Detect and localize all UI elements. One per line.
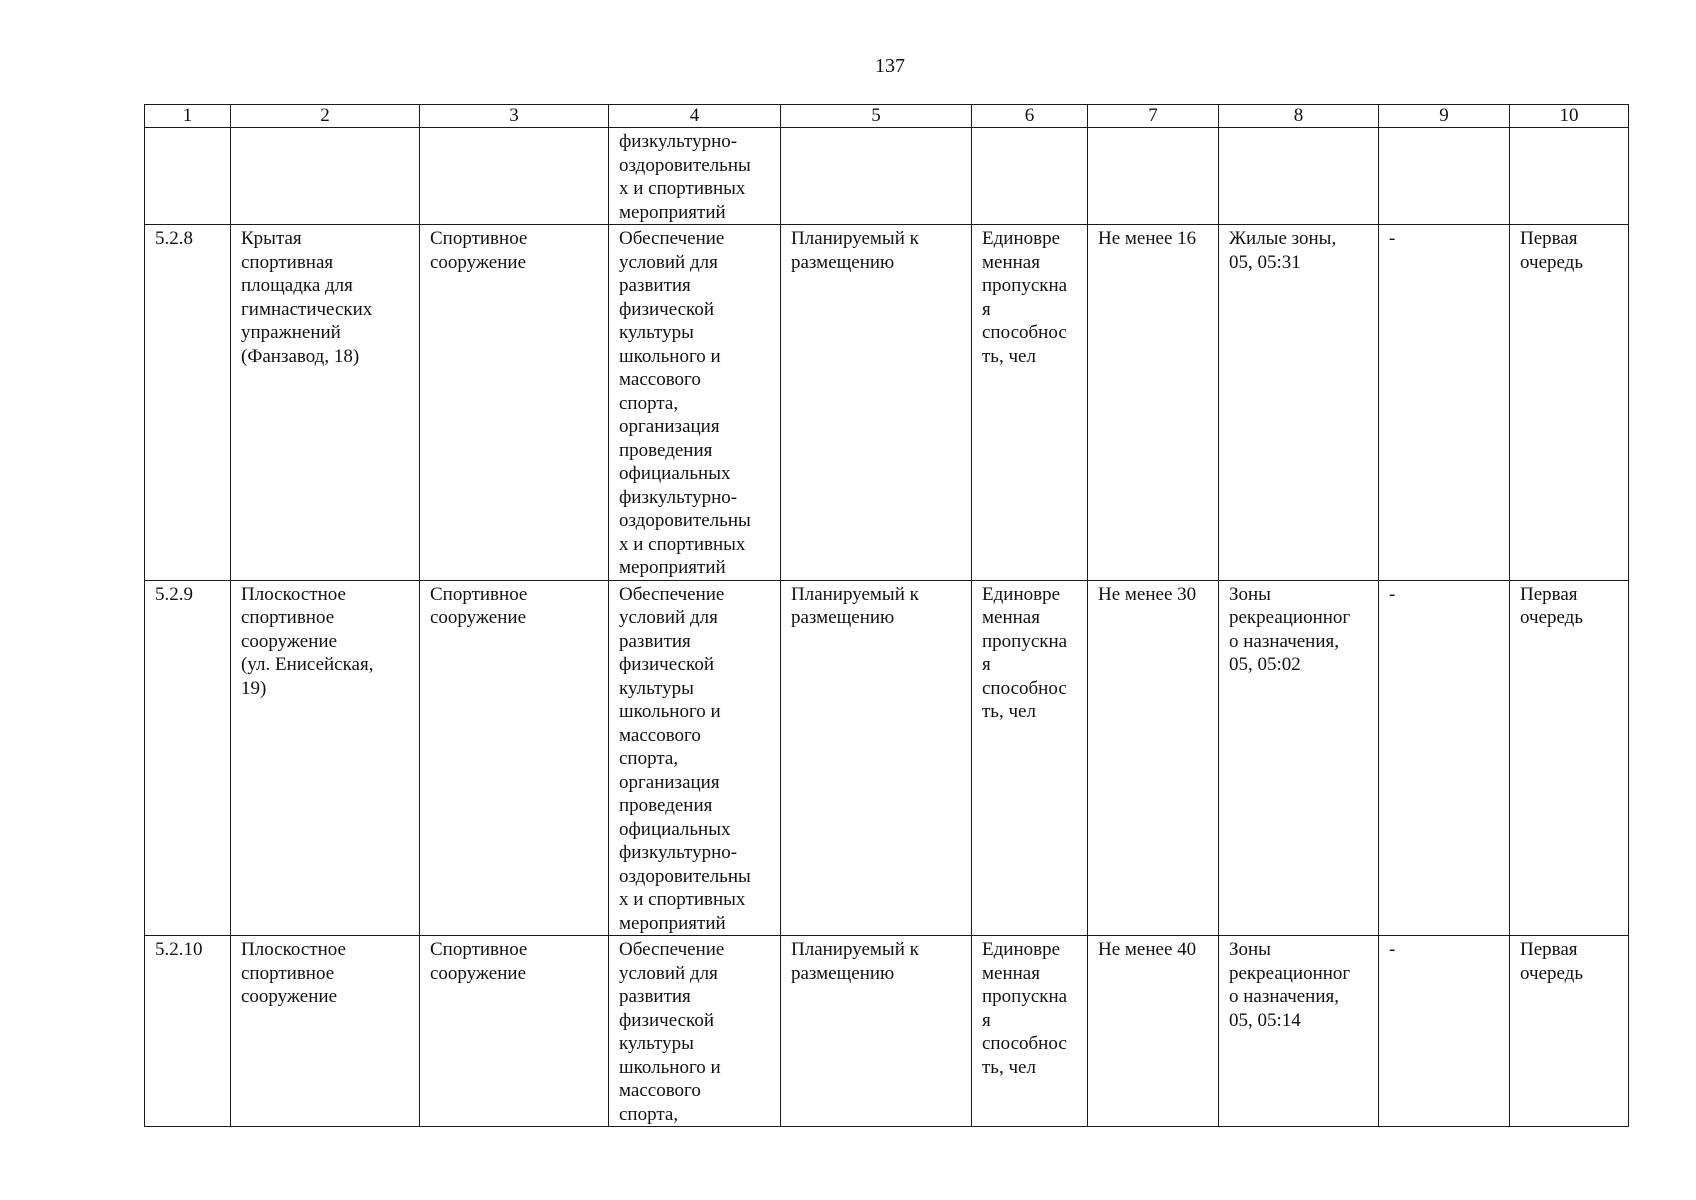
cell-text-line: Спортивное [430, 583, 528, 605]
cell-number [145, 580, 231, 936]
cell-text-line: Не менее 40 [1098, 939, 1197, 960]
cell-text-line: площадка для [241, 275, 353, 296]
cell-text-line: Крытая [241, 228, 302, 249]
cell-text-line: способнос [982, 677, 1067, 699]
cell-stage [1510, 128, 1629, 225]
cell-location [1219, 225, 1379, 581]
cell-text-line: менная [982, 251, 1040, 273]
cell-text-line: развития [619, 275, 691, 296]
cell-text-line: Планируемый к [791, 939, 919, 960]
table-row [145, 225, 1629, 581]
page-number: 137 [875, 55, 905, 77]
cell-text-line: физкультурно- [619, 486, 738, 508]
cell-text-line: Первая [1520, 583, 1578, 605]
column-header-8: 8 [1219, 105, 1379, 128]
cell-text-line: Единовре [982, 939, 1061, 960]
cell-text-line: Зоны [1229, 939, 1271, 960]
cell-text-line: размещению [791, 251, 895, 273]
cell-purpose [609, 128, 781, 225]
cell-text-line: Плоскостное [241, 583, 346, 605]
column-header-1: 1 [145, 105, 231, 128]
cell-object-name [231, 225, 420, 581]
cell-text-line: спорта, [619, 392, 679, 414]
cell-text-line: Планируемый к [791, 228, 919, 249]
column-header-10: 10 [1510, 105, 1629, 128]
cell-text-line: спорта, [619, 1103, 679, 1125]
cell-text-line: очередь [1520, 251, 1584, 273]
cell-status [781, 225, 972, 581]
cell-text-line: условий для [619, 607, 718, 628]
cell-stage [1510, 936, 1629, 1127]
cell-text-line: мероприятий [619, 557, 726, 578]
cell-text-line: оздоровительны [619, 510, 751, 531]
cell-text-line: физической [619, 654, 714, 675]
column-header-9: 9 [1379, 105, 1510, 128]
cell-text-line: ть, чел [982, 701, 1036, 722]
cell-text-line: гимнастических [241, 298, 373, 320]
cell-text-line: физкультурно- [619, 842, 738, 863]
cell-text-line: развития [619, 986, 691, 1007]
cell-status [781, 580, 972, 936]
cell-text-line: х и спортивных [619, 178, 746, 199]
cell-text-line: Планируемый к [791, 583, 919, 605]
cell-text-line: массового [619, 1080, 701, 1101]
cell-text-line: Зоны [1229, 583, 1271, 605]
cell-text-line: - [1389, 583, 1396, 605]
cell-text-line: пропускна [982, 986, 1068, 1007]
cell-text-line: Жилые зоны, [1229, 228, 1337, 249]
cell-text-line: культуры [619, 322, 694, 343]
cell-text-line: физической [619, 298, 714, 320]
column-header-7: 7 [1088, 105, 1219, 128]
cell-text-line: спорта, [619, 748, 679, 769]
table-row [145, 936, 1629, 1127]
cell-text-line: 05, 05:31 [1229, 251, 1301, 273]
cell-text-line: ть, чел [982, 345, 1036, 367]
cell-text-line: условий для [619, 962, 718, 984]
cell-status [781, 128, 972, 225]
cell-object-name [231, 936, 420, 1127]
cell-text-line: я [982, 1009, 991, 1031]
cell-number [145, 128, 231, 225]
cell-text-line: физкультурно- [619, 131, 738, 152]
column-header-4: 4 [609, 105, 781, 128]
planned-objects-table [144, 104, 1629, 1127]
cell-text-line: спортивное [241, 962, 335, 984]
table-row [145, 580, 1629, 936]
cell-text-line: культуры [619, 1033, 694, 1054]
cell-text-line: школьного и [619, 345, 721, 367]
cell-purpose [609, 936, 781, 1127]
cell-text-line: сооружение [430, 962, 527, 984]
cell-object-type [420, 128, 609, 225]
cell-value [1088, 128, 1219, 225]
cell-text-line: размещению [791, 962, 895, 984]
cell-text-line: Обеспечение [619, 583, 725, 605]
column-header-3: 3 [420, 105, 609, 128]
cell-text-line: Первая [1520, 228, 1578, 249]
cell-text-line: проведения [619, 439, 713, 461]
cell-text-line: 05, 05:02 [1229, 654, 1301, 675]
cell-text-line: условий для [619, 251, 718, 273]
cell-text-line: (Фанзавод, 18) [241, 345, 360, 367]
cell-text-line: 5.2.9 [155, 583, 193, 605]
cell-protection-zone [1379, 936, 1510, 1127]
cell-text-line: 05, 05:14 [1229, 1009, 1301, 1031]
cell-characteristic [972, 580, 1088, 936]
cell-text-line: мероприятий [619, 912, 726, 934]
cell-text-line: сооружение [241, 986, 338, 1007]
cell-characteristic [972, 225, 1088, 581]
cell-status [781, 936, 972, 1127]
cell-text-line: проведения [619, 795, 713, 816]
cell-text-line: о назначения, [1229, 986, 1340, 1007]
cell-characteristic [972, 128, 1088, 225]
cell-text-line: - [1389, 939, 1396, 960]
column-header-5: 5 [781, 105, 972, 128]
cell-text-line: - [1389, 228, 1396, 249]
cell-text-line: спортивное [241, 607, 335, 628]
cell-text-line: пропускна [982, 275, 1068, 296]
cell-text-line: размещению [791, 607, 895, 628]
cell-text-line: Не менее 30 [1098, 583, 1197, 605]
cell-protection-zone [1379, 128, 1510, 225]
cell-value [1088, 936, 1219, 1127]
cell-text-line: 19) [241, 677, 267, 699]
cell-text-line: рекреационног [1229, 962, 1351, 984]
cell-text-line: очередь [1520, 607, 1584, 628]
cell-text-line: ть, чел [982, 1056, 1036, 1078]
cell-text-line: оздоровительны [619, 865, 751, 887]
cell-text-line: 5.2.10 [155, 939, 203, 960]
cell-text-line: Не менее 16 [1098, 228, 1197, 249]
cell-protection-zone [1379, 225, 1510, 581]
cell-text-line: очередь [1520, 962, 1584, 984]
cell-number [145, 225, 231, 581]
cell-value [1088, 225, 1219, 581]
cell-text-line: о назначения, [1229, 630, 1340, 652]
cell-object-type [420, 936, 609, 1127]
cell-text-line: оздоровительны [619, 154, 751, 176]
cell-location [1219, 936, 1379, 1127]
cell-text-line: школьного и [619, 701, 721, 722]
cell-object-type [420, 225, 609, 581]
cell-text-line: развития [619, 630, 691, 652]
cell-text-line: Спортивное [430, 939, 528, 960]
cell-text-line: официальных [619, 818, 731, 840]
cell-text-line: х и спортивных [619, 533, 746, 555]
cell-purpose [609, 225, 781, 581]
cell-text-line: Спортивное [430, 228, 528, 249]
cell-text-line: Обеспечение [619, 228, 725, 249]
cell-number [145, 936, 231, 1127]
cell-protection-zone [1379, 580, 1510, 936]
cell-text-line: сооружение [430, 251, 527, 273]
cell-text-line: я [982, 654, 991, 675]
table-row [145, 128, 1629, 225]
cell-object-name [231, 580, 420, 936]
cell-text-line: менная [982, 962, 1040, 984]
cell-text-line: организация [619, 771, 720, 793]
cell-text-line: способнос [982, 1033, 1067, 1054]
cell-text-line: (ул. Енисейская, [241, 654, 374, 675]
cell-text-line: мероприятий [619, 201, 726, 223]
cell-characteristic [972, 936, 1088, 1127]
cell-text-line: пропускна [982, 630, 1068, 652]
cell-value [1088, 580, 1219, 936]
cell-location [1219, 580, 1379, 936]
cell-stage [1510, 225, 1629, 581]
column-header-6: 6 [972, 105, 1088, 128]
cell-location [1219, 128, 1379, 225]
cell-text-line: физической [619, 1009, 714, 1031]
cell-text-line: х и спортивных [619, 889, 746, 910]
cell-text-line: способнос [982, 322, 1067, 343]
cell-purpose [609, 580, 781, 936]
cell-text-line: я [982, 298, 991, 320]
cell-text-line: организация [619, 416, 720, 437]
cell-text-line: массового [619, 724, 701, 746]
cell-text-line: Плоскостное [241, 939, 346, 960]
column-header-2: 2 [231, 105, 420, 128]
cell-text-line: спортивная [241, 251, 334, 273]
cell-text-line: Единовре [982, 583, 1061, 605]
cell-text-line: менная [982, 607, 1040, 628]
cell-stage [1510, 580, 1629, 936]
cell-object-name [231, 128, 420, 225]
cell-text-line: Первая [1520, 939, 1578, 960]
cell-text-line: сооружение [430, 607, 527, 628]
cell-text-line: Обеспечение [619, 939, 725, 960]
table-header-row [145, 105, 1629, 128]
cell-text-line: рекреационног [1229, 607, 1351, 628]
cell-text-line: Единовре [982, 228, 1061, 249]
cell-text-line: массового [619, 369, 701, 390]
cell-object-type [420, 580, 609, 936]
cell-text-line: официальных [619, 463, 731, 484]
cell-text-line: упражнений [241, 322, 341, 343]
cell-text-line: сооружение [241, 630, 338, 652]
cell-text-line: культуры [619, 677, 694, 699]
cell-text-line: 5.2.8 [155, 228, 193, 249]
cell-text-line: школьного и [619, 1056, 721, 1078]
